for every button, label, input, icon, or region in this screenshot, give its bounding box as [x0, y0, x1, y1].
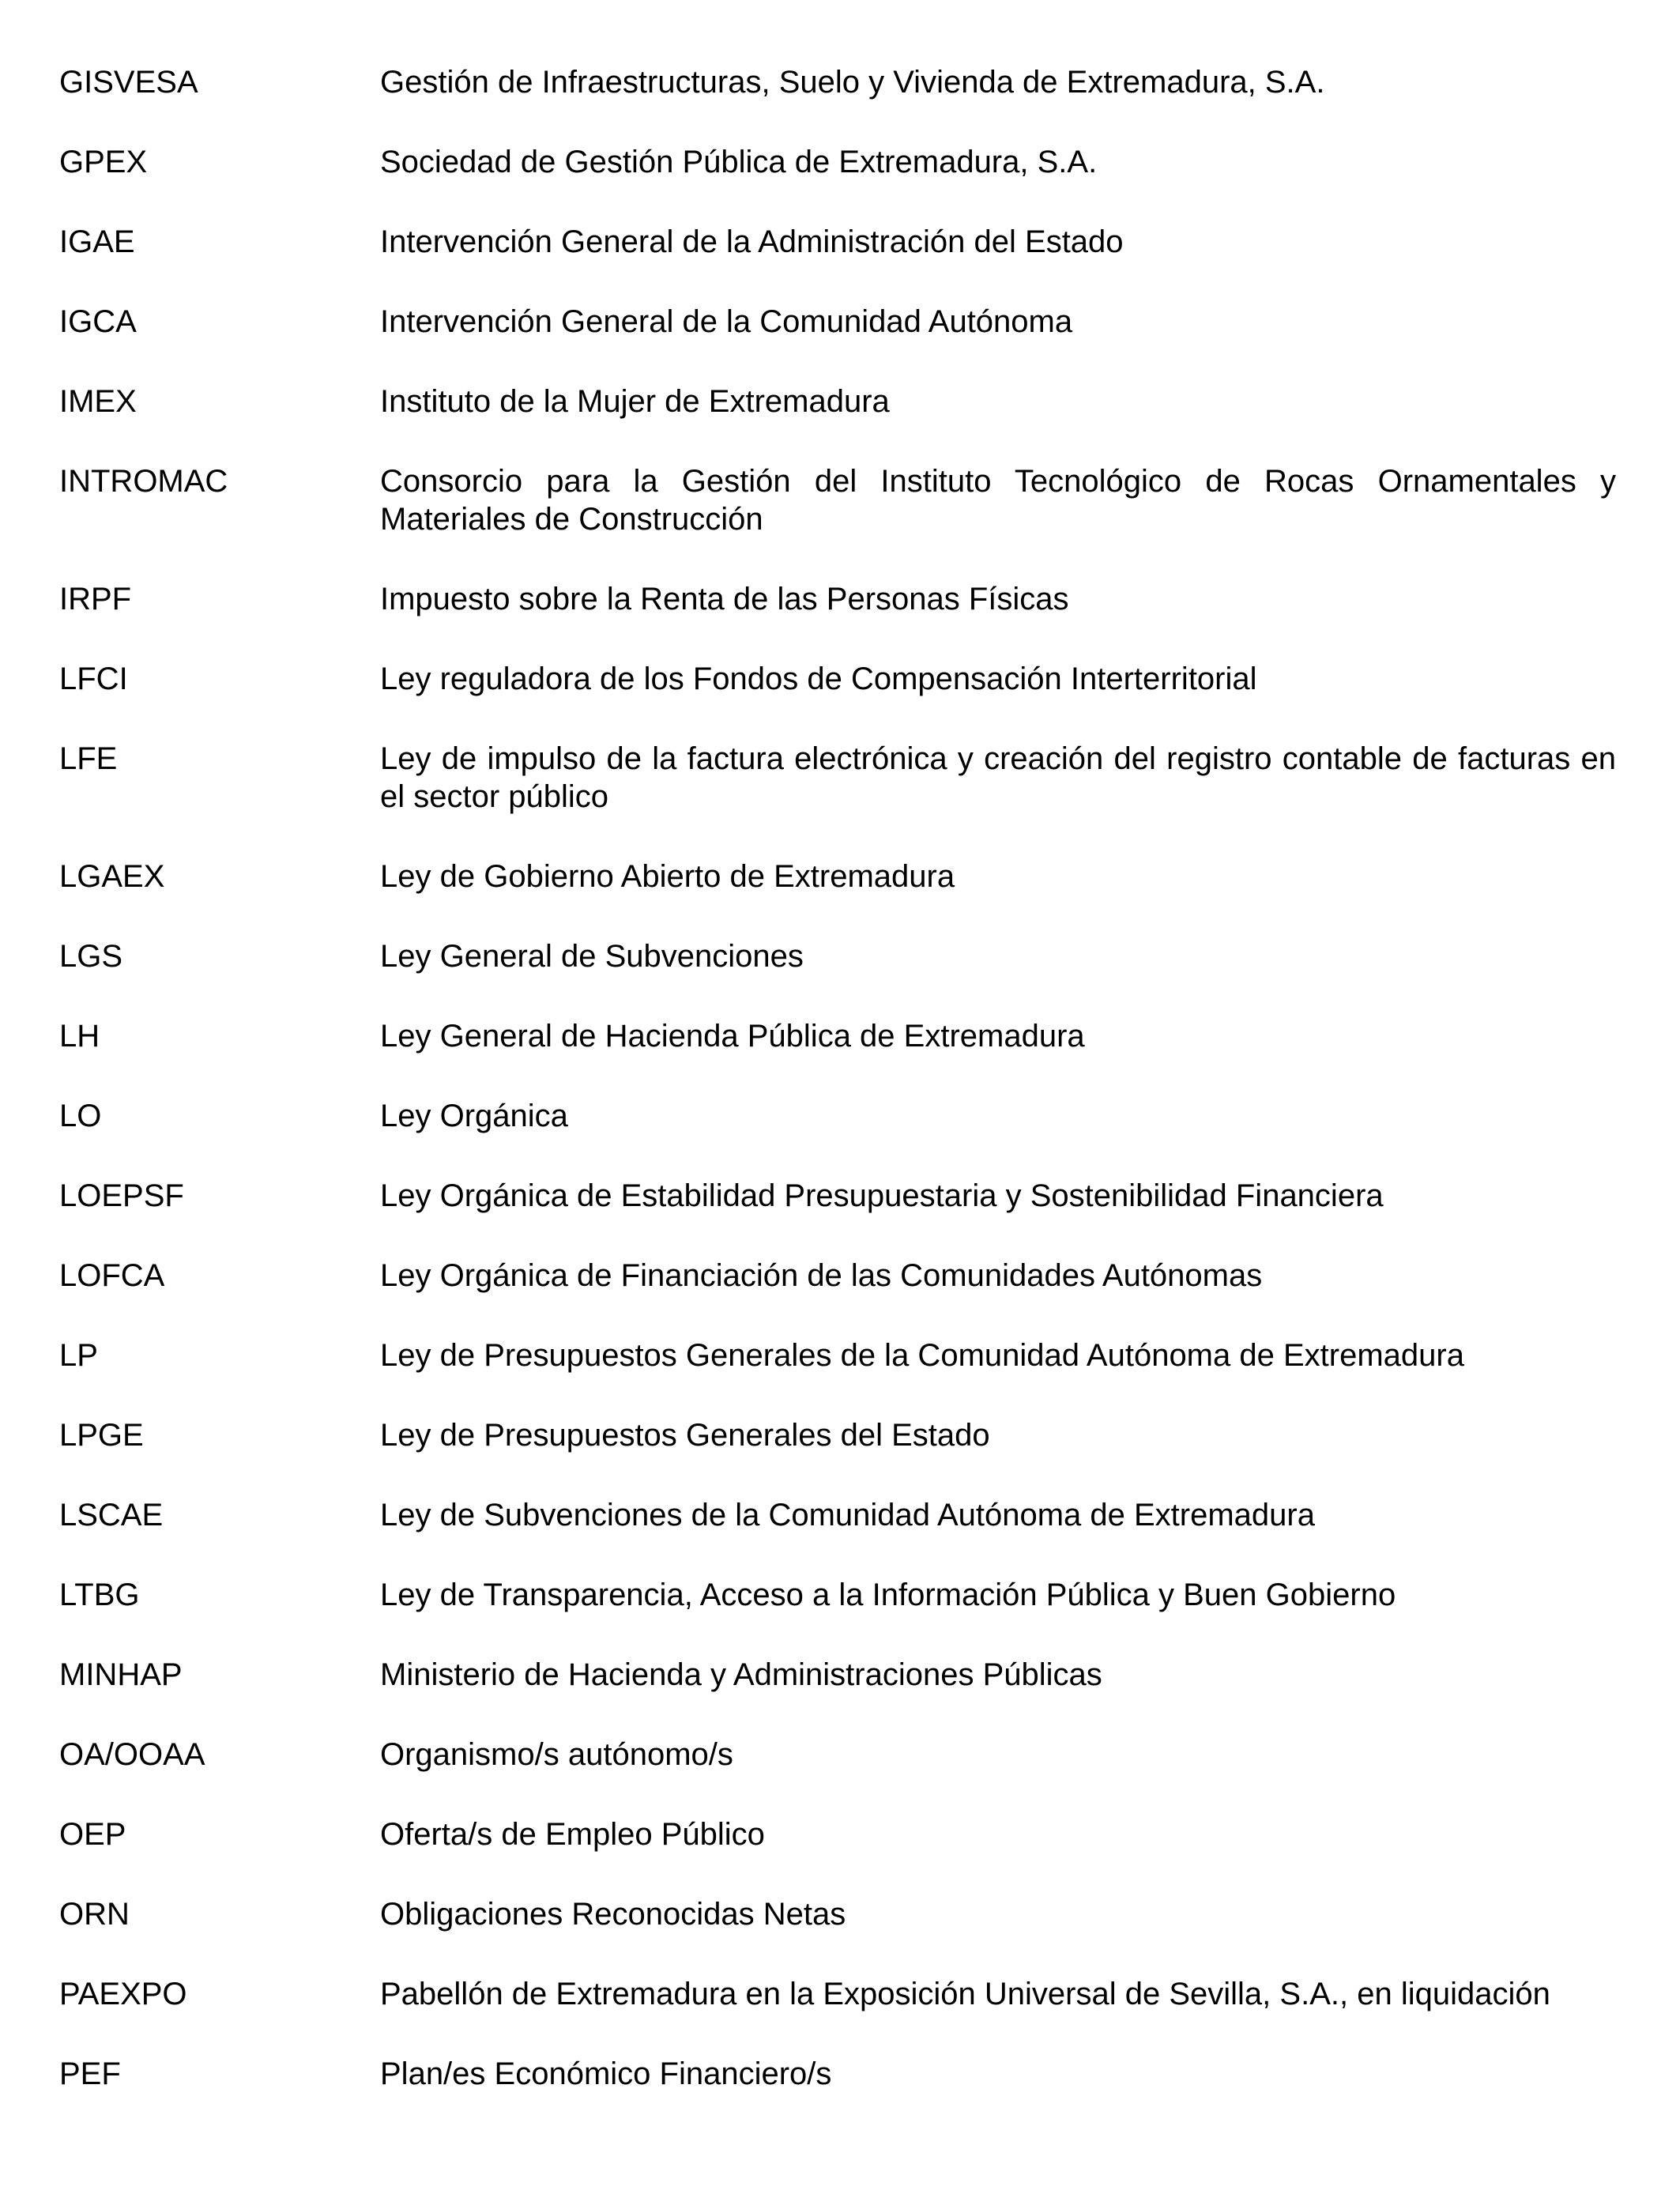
term-cell: IMEX [59, 384, 137, 419]
glossary-row [59, 1257, 1616, 1295]
term-cell: LGAEX [59, 859, 165, 894]
definition-cell: Gestión de Infraestructuras, Suelo y Vivienda de Extremadura, S.A. [380, 65, 1325, 100]
glossary-row [59, 1895, 1616, 1933]
glossary-row [59, 858, 1616, 895]
term-cell: PEF [59, 2056, 121, 2091]
definition-cell: Organismo/s autónomo/s [380, 1737, 733, 1772]
abbreviations-list [59, 63, 1616, 2093]
term-cell: IGAE [59, 224, 135, 259]
glossary-row [59, 937, 1616, 975]
definition-cell: Ministerio de Hacienda y Administraciones Públicas [380, 1657, 1102, 1692]
definition-cell: Ley de Presupuestos Generales de la Comunidad Autónoma de Extremadura [380, 1338, 1464, 1373]
definition-cell: Ley Orgánica [380, 1099, 568, 1133]
glossary-row [59, 1656, 1616, 1694]
definition-cell: Ley de Gobierno Abierto de Extremadura [380, 859, 955, 894]
glossary-row [59, 63, 1616, 101]
glossary-row [59, 1177, 1616, 1215]
definition-cell: Ley de Subvenciones de la Comunidad Autónoma de Extremadura [380, 1498, 1315, 1532]
glossary-row [59, 383, 1616, 420]
term-cell: GISVESA [59, 65, 198, 100]
term-cell: LH [59, 1019, 100, 1054]
glossary-row [59, 660, 1616, 698]
glossary-row [59, 1017, 1616, 1055]
term-cell: IRPF [59, 582, 132, 616]
term-cell: ORN [59, 1897, 130, 1932]
definition-cell: Impuesto sobre la Renta de las Personas Físicas [380, 582, 1069, 616]
glossary-row [59, 223, 1616, 261]
definition-cell: Intervención General de la Administración del Estado [380, 224, 1124, 259]
glossary-row [59, 303, 1616, 341]
term-cell: MINHAP [59, 1657, 183, 1692]
term-cell: LOFCA [59, 1258, 165, 1293]
glossary-row [59, 1097, 1616, 1135]
definition-cell: Ley de Presupuestos Generales del Estado [380, 1418, 990, 1453]
definition-cell: Obligaciones Reconocidas Netas [380, 1897, 846, 1932]
term-cell: LFE [59, 741, 118, 776]
glossary-row [59, 143, 1616, 181]
definition-cell: Ley Orgánica de Estabilidad Presupuestaria y Sostenibilidad Financiera [380, 1178, 1384, 1213]
definition-cell: Intervención General de la Comunidad Autónoma [380, 304, 1073, 339]
term-cell: LPGE [59, 1418, 144, 1453]
definition-cell: Ley reguladora de los Fondos de Compensación Interterritorial [380, 662, 1257, 696]
glossary-row [59, 1576, 1616, 1614]
term-cell: LP [59, 1338, 98, 1373]
definition-cell: Ley General de Hacienda Pública de Extremadura [380, 1019, 1085, 1054]
glossary-row [59, 1736, 1616, 1774]
term-cell: OEP [59, 1817, 126, 1852]
definition-cell: Consorcio para la Gestión del Instituto Tecnológico de Rocas Ornamentales y Materiales de Construcción [380, 464, 1616, 537]
definition-cell: Pabellón de Extremadura en la Exposición Universal de Sevilla, S.A., en liquidación [380, 1977, 1550, 2011]
glossary-row [59, 580, 1616, 618]
glossary-row [59, 2055, 1616, 2093]
definition-cell: Sociedad de Gestión Pública de Extremadura, S.A. [380, 145, 1098, 179]
term-cell: OA/OOAA [59, 1737, 205, 1772]
term-cell: PAEXPO [59, 1977, 187, 2011]
term-cell: LSCAE [59, 1498, 164, 1532]
glossary-row [59, 1336, 1616, 1374]
definition-cell: Oferta/s de Empleo Público [380, 1817, 765, 1852]
glossary-row [59, 1496, 1616, 1534]
term-cell: GPEX [59, 145, 148, 179]
definition-cell: Ley de impulso de la factura electrónica y creación del registro contable de facturas en el sector público [380, 741, 1616, 814]
glossary-row [59, 1975, 1616, 2013]
glossary-row [59, 1815, 1616, 1853]
term-cell: IGCA [59, 304, 137, 339]
term-cell: INTROMAC [59, 464, 228, 499]
term-cell: LO [59, 1099, 102, 1133]
term-cell: LGS [59, 939, 123, 974]
definition-cell: Ley General de Subvenciones [380, 939, 804, 974]
glossary-row [59, 1416, 1616, 1454]
definition-cell: Plan/es Económico Financiero/s [380, 2056, 832, 2091]
definition-cell: Ley Orgánica de Financiación de las Comunidades Autónomas [380, 1258, 1263, 1293]
term-cell: LTBG [59, 1578, 140, 1612]
definition-cell: Ley de Transparencia, Acceso a la Información Pública y Buen Gobierno [380, 1578, 1396, 1612]
term-cell: LOEPSF [59, 1178, 184, 1213]
definition-cell: Instituto de la Mujer de Extremadura [380, 384, 890, 419]
glossary-row [59, 740, 1616, 816]
glossary-row [59, 462, 1616, 538]
term-cell: LFCI [59, 662, 128, 696]
